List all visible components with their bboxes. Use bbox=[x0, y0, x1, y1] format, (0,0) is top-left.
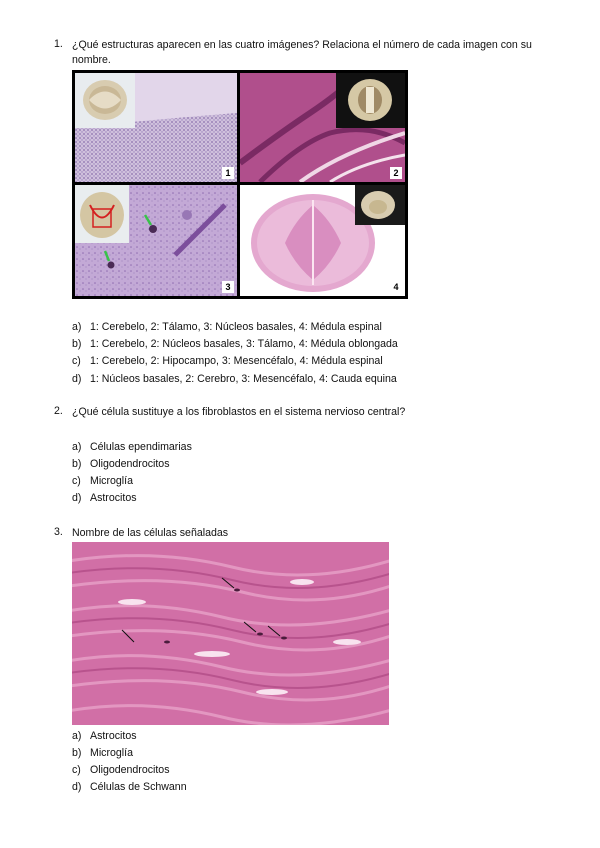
option-text: Astrocitos bbox=[90, 730, 137, 742]
option-text: 1: Núcleos basales, 2: Cerebro, 3: Mesencéfalo, 4: Cauda equina bbox=[90, 373, 397, 385]
option-text: Oligodendrocitos bbox=[90, 458, 170, 470]
option-2a[interactable] bbox=[72, 440, 192, 454]
option-letter: b) bbox=[72, 458, 82, 470]
panel-4-image bbox=[240, 185, 405, 296]
option-text: 1: Cerebelo, 2: Núcleos basales, 3: Tálamo, 4: Médula oblongada bbox=[90, 338, 398, 350]
option-letter: d) bbox=[72, 373, 82, 385]
option-letter: c) bbox=[72, 355, 81, 367]
panel-3-image bbox=[75, 185, 237, 296]
question-1-text: ¿Qué estructuras aparecen en las cuatro imágenes? Relaciona el número de cada imagen con su nombre. bbox=[72, 39, 532, 66]
histology-panel-4 bbox=[240, 185, 405, 296]
option-text: Microglía bbox=[90, 475, 133, 487]
option-3b[interactable] bbox=[72, 746, 133, 760]
option-letter: a) bbox=[72, 730, 82, 742]
option-1b[interactable] bbox=[72, 337, 398, 351]
option-2d[interactable] bbox=[72, 491, 137, 505]
question-2-number: 2. bbox=[54, 405, 63, 417]
panel-2-label: 2 bbox=[390, 167, 402, 179]
question-3-number: 3. bbox=[54, 526, 63, 538]
option-2b[interactable] bbox=[72, 457, 170, 471]
panel-2-image bbox=[240, 73, 405, 182]
option-text: Microglía bbox=[90, 747, 133, 759]
option-text: Células ependimarias bbox=[90, 441, 192, 453]
option-3c[interactable] bbox=[72, 763, 170, 777]
option-text: Astrocitos bbox=[90, 492, 137, 504]
panel-4-label: 4 bbox=[390, 281, 402, 293]
option-letter: b) bbox=[72, 747, 82, 759]
histology-panel-1 bbox=[75, 73, 237, 182]
option-letter: d) bbox=[72, 492, 82, 504]
option-letter: d) bbox=[72, 781, 82, 793]
panel-3-label: 3 bbox=[222, 281, 234, 293]
histology-panel-3 bbox=[75, 185, 237, 296]
option-text: 1: Cerebelo, 2: Hipocampo, 3: Mesencéfalo, 4: Médula espinal bbox=[90, 355, 383, 367]
question-2-text: ¿Qué célula sustituye a los fibroblastos en el sistema nervioso central? bbox=[72, 406, 406, 418]
option-2c[interactable] bbox=[72, 474, 133, 488]
histology-panel-2 bbox=[240, 73, 405, 182]
option-letter: a) bbox=[72, 321, 82, 333]
option-letter: a) bbox=[72, 441, 82, 453]
option-letter: b) bbox=[72, 338, 82, 350]
nerve-fiber-image bbox=[72, 542, 389, 725]
question-1-number: 1. bbox=[54, 38, 63, 50]
option-1c[interactable] bbox=[72, 354, 383, 368]
option-1a[interactable] bbox=[72, 320, 382, 334]
option-text: Oligodendrocitos bbox=[90, 764, 170, 776]
question-3-text: Nombre de las células señaladas bbox=[72, 527, 229, 539]
option-3a[interactable] bbox=[72, 729, 137, 743]
option-letter: c) bbox=[72, 475, 81, 487]
option-letter: c) bbox=[72, 764, 81, 776]
option-text: Células de Schwann bbox=[90, 781, 187, 793]
option-1d[interactable] bbox=[72, 372, 397, 386]
question-3-figure bbox=[72, 542, 389, 725]
option-3d[interactable] bbox=[72, 780, 187, 794]
panel-1-image bbox=[75, 73, 237, 182]
option-text: 1: Cerebelo, 2: Tálamo, 3: Núcleos basales, 4: Médula espinal bbox=[90, 321, 382, 333]
panel-1-label: 1 bbox=[222, 167, 234, 179]
